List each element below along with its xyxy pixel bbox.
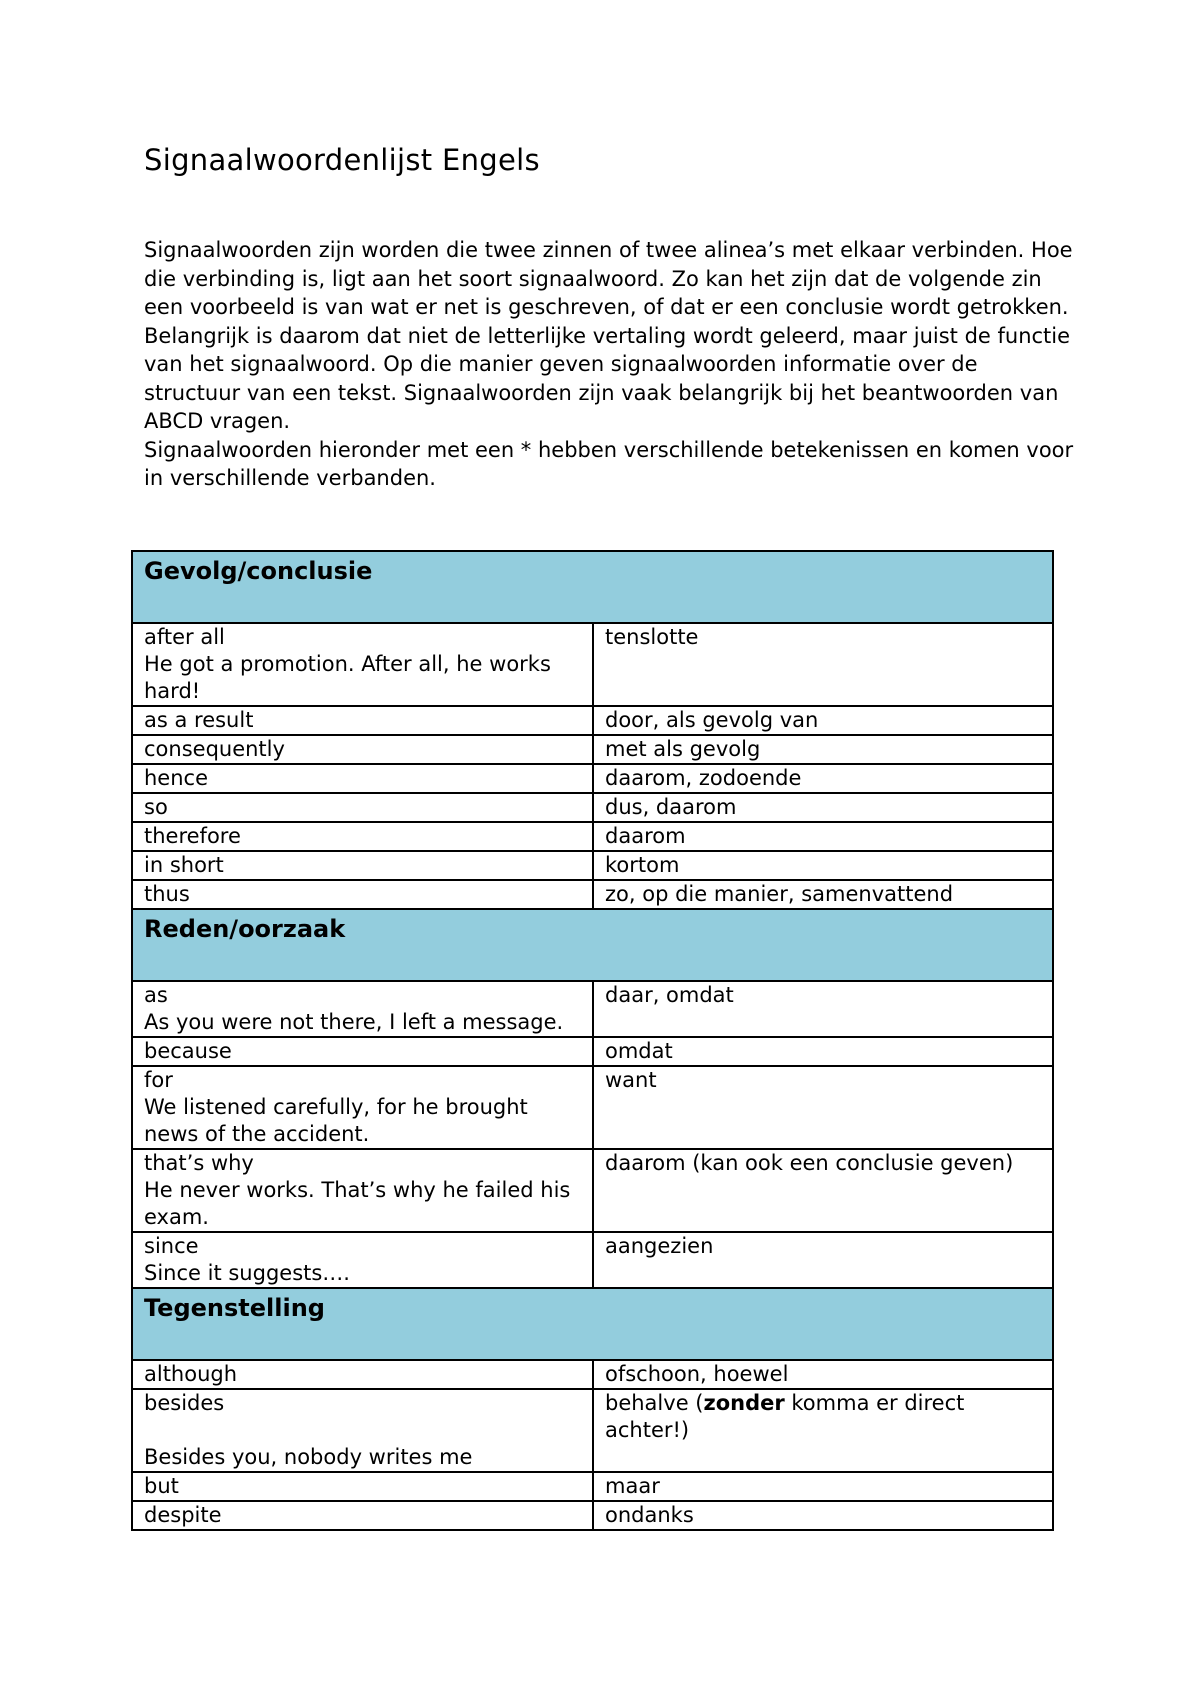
- english-word: although: [132, 1360, 593, 1389]
- dutch-translation: daarom, zodoende: [593, 764, 1053, 793]
- dutch-translation: aangezien: [593, 1232, 1053, 1288]
- english-word: thus: [132, 880, 593, 909]
- table-row: [132, 1066, 1053, 1149]
- example-sentence: He never works. That’s why he failed his exam.: [144, 1178, 571, 1229]
- page-title: Signaalwoordenlijst Engels: [144, 143, 540, 177]
- english-word: because: [132, 1037, 593, 1066]
- dutch-translation: want: [593, 1066, 1053, 1149]
- dutch-translation: tenslotte: [593, 623, 1053, 706]
- example-sentence: He got a promotion. After all, he works hard!: [144, 652, 551, 703]
- english-word: despite: [132, 1501, 593, 1530]
- english-word-cell: [132, 1066, 593, 1149]
- example-sentence: Besides you, nobody writes me: [144, 1445, 473, 1469]
- table-row: [132, 706, 1053, 735]
- english-word-cell: [132, 1149, 593, 1232]
- english-word-cell: [132, 981, 593, 1037]
- dutch-translation: daarom (kan ook een conclusie geven): [593, 1149, 1053, 1232]
- dutch-translation: dus, daarom: [593, 793, 1053, 822]
- english-word: besides: [144, 1391, 225, 1415]
- dutch-translation: maar: [593, 1472, 1053, 1501]
- table-row: [132, 1389, 1053, 1472]
- dutch-translation: ofschoon, hoewel: [593, 1360, 1053, 1389]
- translation-part: komma er direct achter!): [605, 1391, 965, 1442]
- english-word: consequently: [132, 735, 593, 764]
- intro-text: [144, 236, 1074, 493]
- dutch-translation: daar, omdat: [593, 981, 1053, 1037]
- translation-emphasis: zonder: [703, 1391, 785, 1415]
- dutch-translation: zo, op die manier, samenvattend: [593, 880, 1053, 909]
- english-word: so: [132, 793, 593, 822]
- table-row: [132, 851, 1053, 880]
- section-header-row: [132, 909, 1053, 981]
- english-word: as a result: [132, 706, 593, 735]
- table-row: [132, 822, 1053, 851]
- english-word: after all: [144, 625, 225, 649]
- example-sentence: We listened carefully, for he brought news of the accident.: [144, 1095, 528, 1146]
- table-row: [132, 764, 1053, 793]
- table-row: [132, 1472, 1053, 1501]
- example-sentence: As you were not there, I left a message.: [144, 1010, 564, 1034]
- intro-paragraph-2: Signaalwoorden hieronder met een * hebben verschillende betekenissen en komen voor in verschillende verbanden.: [144, 437, 1074, 490]
- intro-paragraph-1: Signaalwoorden zijn worden die twee zinnen of twee alinea’s met elkaar verbinden. Hoe die verbinding is, ligt aan het soort signaalwoord. Zo kan het zijn dat de volgende zin een voorbeeld is van wat er net is geschreven, of dat er een conclusie wordt getrokken. Belangrijk is daarom dat niet de letterlijke vertaling wordt geleerd, maar juist de functie van het signaalwoord. Op die manier geven signaalwoorden informatie over de structuur van een tekst. Signaalwoorden zijn vaak belangrijk bij het beantwoorden van ABCD vragen.: [144, 238, 1073, 433]
- table-row: [132, 1149, 1053, 1232]
- table-row: [132, 1037, 1053, 1066]
- english-word-cell: [132, 1389, 593, 1472]
- dutch-translation: door, als gevolg van: [593, 706, 1053, 735]
- dutch-translation: omdat: [593, 1037, 1053, 1066]
- english-word: since: [144, 1234, 199, 1258]
- dutch-translation: ondanks: [593, 1501, 1053, 1530]
- table-row: [132, 1232, 1053, 1288]
- dutch-translation: met als gevolg: [593, 735, 1053, 764]
- english-word: for: [144, 1068, 173, 1092]
- english-word: but: [132, 1472, 593, 1501]
- english-word-cell: [132, 1232, 593, 1288]
- table-row: [132, 623, 1053, 706]
- dutch-translation: [593, 1389, 1053, 1472]
- section-header-row: [132, 551, 1053, 623]
- english-word: as: [144, 983, 168, 1007]
- translation-part: behalve (: [605, 1391, 704, 1415]
- table-row: [132, 880, 1053, 909]
- section-heading: Tegenstelling: [132, 1288, 1053, 1360]
- dutch-translation: kortom: [593, 851, 1053, 880]
- spacer-line: [144, 1417, 581, 1444]
- section-header-row: [132, 1288, 1053, 1360]
- signal-words-table: [131, 550, 1054, 1531]
- table-row: [132, 1360, 1053, 1389]
- table-row: [132, 981, 1053, 1037]
- english-word-cell: [132, 623, 593, 706]
- table-row: [132, 735, 1053, 764]
- section-heading: Gevolg/conclusie: [132, 551, 1053, 623]
- english-word: therefore: [132, 822, 593, 851]
- english-word: hence: [132, 764, 593, 793]
- section-heading: Reden/oorzaak: [132, 909, 1053, 981]
- example-sentence: Since it suggests….: [144, 1261, 350, 1285]
- dutch-translation: daarom: [593, 822, 1053, 851]
- table-row: [132, 793, 1053, 822]
- english-word: in short: [132, 851, 593, 880]
- english-word: that’s why: [144, 1151, 254, 1175]
- table-row: [132, 1501, 1053, 1530]
